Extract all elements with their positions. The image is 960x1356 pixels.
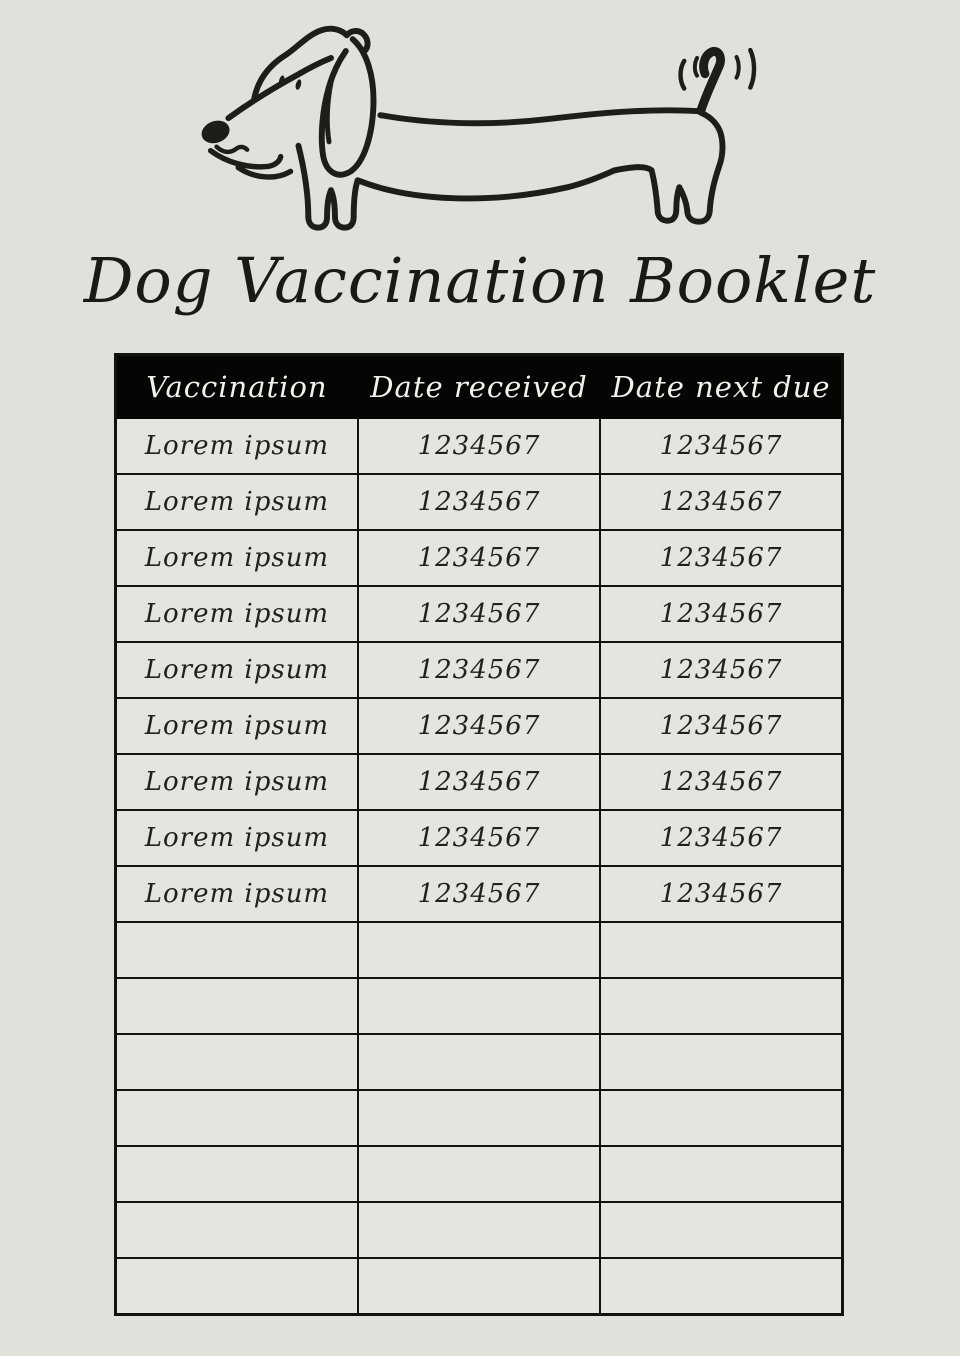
vaccination-cell: Lorem ipsum — [116, 810, 358, 866]
column-header-vaccination: Vaccination — [116, 355, 358, 419]
date-received-cell: 1234567 — [358, 530, 600, 586]
empty-table-row — [116, 1090, 843, 1146]
date-received-cell: 1234567 — [358, 866, 600, 922]
date-next-due-cell — [600, 978, 842, 1034]
table-row — [116, 586, 843, 642]
date-received-cell: 1234567 — [358, 754, 600, 810]
date-next-due-cell — [600, 1146, 842, 1202]
date-next-due-cell — [600, 1090, 842, 1146]
date-next-due-cell: 1234567 — [600, 530, 842, 586]
date-received-cell — [358, 1258, 600, 1315]
column-header-date-received: Date received — [358, 355, 600, 419]
date-next-due-cell: 1234567 — [600, 698, 842, 754]
table-row — [116, 530, 843, 586]
date-received-cell: 1234567 — [358, 698, 600, 754]
date-next-due-cell: 1234567 — [600, 418, 842, 474]
date-received-cell — [358, 1202, 600, 1258]
vaccination-cell: Lorem ipsum — [116, 698, 358, 754]
vaccination-table — [114, 353, 844, 1316]
vaccination-cell — [116, 1146, 358, 1202]
empty-table-row — [116, 1258, 843, 1315]
table-row — [116, 418, 843, 474]
empty-table-row — [116, 922, 843, 978]
page-title: Dog Vaccination Booklet — [83, 244, 877, 317]
date-received-cell: 1234567 — [358, 642, 600, 698]
date-received-cell: 1234567 — [358, 418, 600, 474]
date-next-due-cell — [600, 1202, 842, 1258]
date-next-due-cell: 1234567 — [600, 866, 842, 922]
table-row — [116, 754, 843, 810]
vaccination-cell — [116, 922, 358, 978]
empty-table-row — [116, 978, 843, 1034]
date-next-due-cell: 1234567 — [600, 810, 842, 866]
empty-table-row — [116, 1202, 843, 1258]
dachshund-dog-icon — [183, 20, 775, 235]
empty-table-row — [116, 1034, 843, 1090]
vaccination-cell: Lorem ipsum — [116, 586, 358, 642]
date-next-due-cell — [600, 1258, 842, 1315]
table-header-row — [116, 355, 843, 419]
table-row — [116, 642, 843, 698]
date-received-cell — [358, 1034, 600, 1090]
vaccination-cell — [116, 1202, 358, 1258]
date-received-cell — [358, 922, 600, 978]
vaccination-cell — [116, 1090, 358, 1146]
date-next-due-cell: 1234567 — [600, 586, 842, 642]
date-received-cell — [358, 978, 600, 1034]
vaccination-cell — [116, 978, 358, 1034]
date-next-due-cell — [600, 922, 842, 978]
date-next-due-cell: 1234567 — [600, 642, 842, 698]
date-received-cell: 1234567 — [358, 810, 600, 866]
table-row — [116, 698, 843, 754]
table-row — [116, 474, 843, 530]
table-row — [116, 866, 843, 922]
column-header-date-next-due: Date next due — [600, 355, 842, 419]
vaccination-cell: Lorem ipsum — [116, 418, 358, 474]
vaccination-cell: Lorem ipsum — [116, 642, 358, 698]
table-row — [116, 810, 843, 866]
vaccination-cell — [116, 1258, 358, 1315]
vaccination-cell — [116, 1034, 358, 1090]
date-received-cell — [358, 1146, 600, 1202]
date-next-due-cell: 1234567 — [600, 474, 842, 530]
vaccination-cell: Lorem ipsum — [116, 754, 358, 810]
vaccination-cell: Lorem ipsum — [116, 866, 358, 922]
empty-table-row — [116, 1146, 843, 1202]
date-next-due-cell — [600, 1034, 842, 1090]
vaccination-cell: Lorem ipsum — [116, 474, 358, 530]
date-next-due-cell: 1234567 — [600, 754, 842, 810]
date-received-cell: 1234567 — [358, 586, 600, 642]
date-received-cell: 1234567 — [358, 474, 600, 530]
vaccination-cell: Lorem ipsum — [116, 530, 358, 586]
date-received-cell — [358, 1090, 600, 1146]
